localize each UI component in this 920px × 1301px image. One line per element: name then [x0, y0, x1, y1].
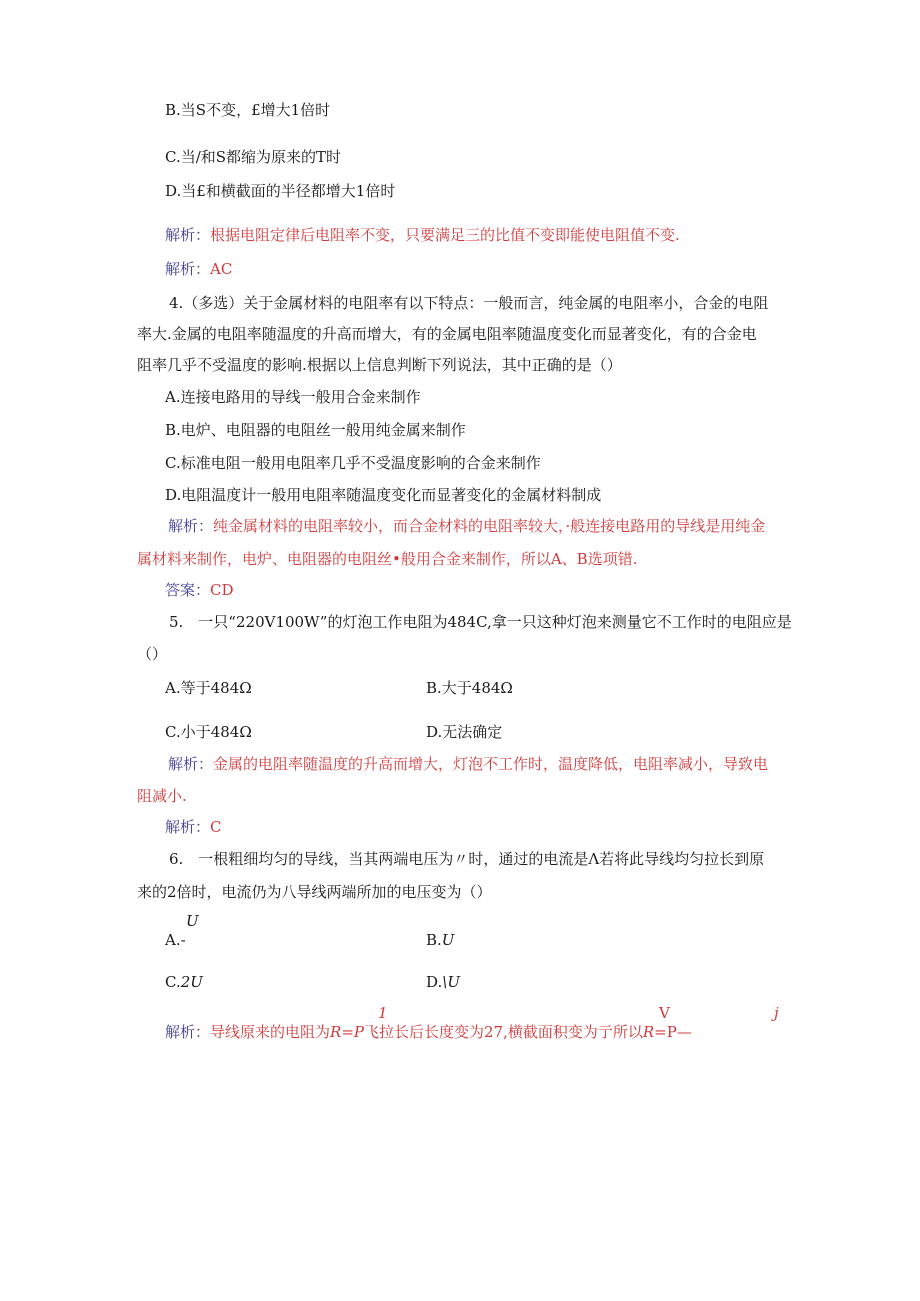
- q4-stem-line-1: 4.（多选）关于金属材料的电阻率有以下特点：一般而言，纯金属的电阻率小，合金的电阻: [169, 294, 769, 312]
- q5-option-b: B.大于484Ω: [426, 679, 513, 697]
- q6-stem-line-2: 来的2倍时，电流仍为八导线两端所加的电压变为（）: [137, 883, 492, 901]
- q3-option-d: D.当£和横截面的半径都增大1倍时: [165, 182, 396, 200]
- q4-option-b: B.电炉、电阻器的电阻丝一般用纯金属来制作: [165, 421, 466, 439]
- option-prefix: C.: [165, 973, 181, 991]
- q4-option-c: C.标准电阻一般用电阻率几乎不受温度影响的合金来制作: [165, 454, 541, 472]
- q6-option-c: [165, 972, 203, 992]
- q5-stem-line-2: （）: [137, 645, 168, 663]
- q5-analysis-line-1: [168, 754, 768, 774]
- analysis-label: 解析：: [168, 755, 214, 773]
- option-prefix: D.: [426, 973, 443, 991]
- q6-analysis: [165, 1022, 692, 1042]
- q3-analysis: [165, 225, 680, 245]
- q4-analysis-line-2: 属材料来制作，电炉、电阻器的电阻丝•般用合金来制作，所以A、B选项错.: [137, 550, 638, 568]
- q4-option-d: D.电阻温度计一般用电阻率随温度变化而显著变化的金属材料制成: [165, 486, 602, 504]
- option-variable: U: [441, 931, 455, 949]
- analysis-text: 飞拉长后长度变为27,横截面积变为亍所以: [364, 1023, 643, 1041]
- formula-fragment-1: 1: [378, 1004, 388, 1022]
- analysis-label: 解析：: [168, 517, 214, 535]
- answer-label: 解析：: [165, 260, 211, 278]
- option-prefix: B.: [426, 931, 442, 949]
- answer-text: C: [210, 818, 222, 836]
- analysis-text: 根据电阻定律后电阻率不变，只要满足三的比值不变即能使电阻值不变.: [210, 226, 680, 244]
- analysis-text: 导线原来的电阻为: [210, 1023, 331, 1041]
- analysis-text: =P—: [654, 1023, 692, 1041]
- answer-label: 解析：: [165, 818, 211, 836]
- q3-option-b: B.当S不变，£增大1倍时: [165, 101, 331, 119]
- analysis-label: 解析：: [165, 226, 211, 244]
- option-variable: 2U: [180, 973, 203, 991]
- q4-answer: [165, 580, 234, 600]
- q6-option-a: A.-: [165, 931, 186, 949]
- q5-option-a: A.等于484Ω: [165, 679, 252, 697]
- q5-stem-line-1: 5. 一只“220V100W”的灯泡工作电阻为484C,拿一只这种灯泡来测量它不工作时的电阻应是: [169, 613, 792, 631]
- q4-option-a: A.连接电路用的导线一般用合金来制作: [165, 388, 421, 406]
- analysis-text: 纯金属材料的电阻率较小，而合金材料的电阻率较大，·般连接电路用的导线是用纯金: [213, 517, 766, 535]
- option-variable: \U: [442, 973, 460, 991]
- q5-option-d: D.无法确定: [426, 723, 503, 741]
- formula-fragment-j: j: [774, 1004, 779, 1022]
- q5-analysis-line-2: 阻减小.: [137, 787, 187, 805]
- analysis-variable: R: [642, 1023, 655, 1041]
- answer-label: 答案：: [165, 581, 211, 599]
- q6-stem-line-1: 6. 一根粗细均匀的导线，当其两端电压为〃时，通过的电流是Λ若将此导线均匀拉长到原: [169, 850, 765, 868]
- q5-option-c: C.小于484Ω: [165, 723, 252, 741]
- analysis-text: 金属的电阻率随温度的升高而增大，灯泡不工作时，温度降低，电阻率减小，导致电: [213, 755, 769, 773]
- q5-answer: [165, 817, 222, 837]
- analysis-label: 解析：: [165, 1023, 211, 1041]
- analysis-variable: R=P: [330, 1023, 364, 1041]
- q6-option-a-numerator: U: [186, 912, 199, 930]
- answer-text: AC: [210, 260, 233, 278]
- q6-option-d: [426, 972, 460, 992]
- q3-option-c: C.当/和S都缩为原来的T时: [165, 148, 342, 166]
- q4-stem-line-2: 率大.金属的电阻率随温度的升高而增大，有的金属电阻率随温度变化而显著变化，有的合金电: [137, 325, 757, 343]
- q3-answer: [165, 259, 232, 279]
- formula-fragment-v: V: [659, 1004, 670, 1022]
- q4-analysis-line-1: [168, 516, 765, 536]
- q6-option-b: [426, 930, 454, 950]
- q4-stem-line-3: 阻率几乎不受温度的影响.根据以上信息判断下列说法，其中正确的是（）: [137, 356, 622, 374]
- answer-text: CD: [210, 581, 234, 599]
